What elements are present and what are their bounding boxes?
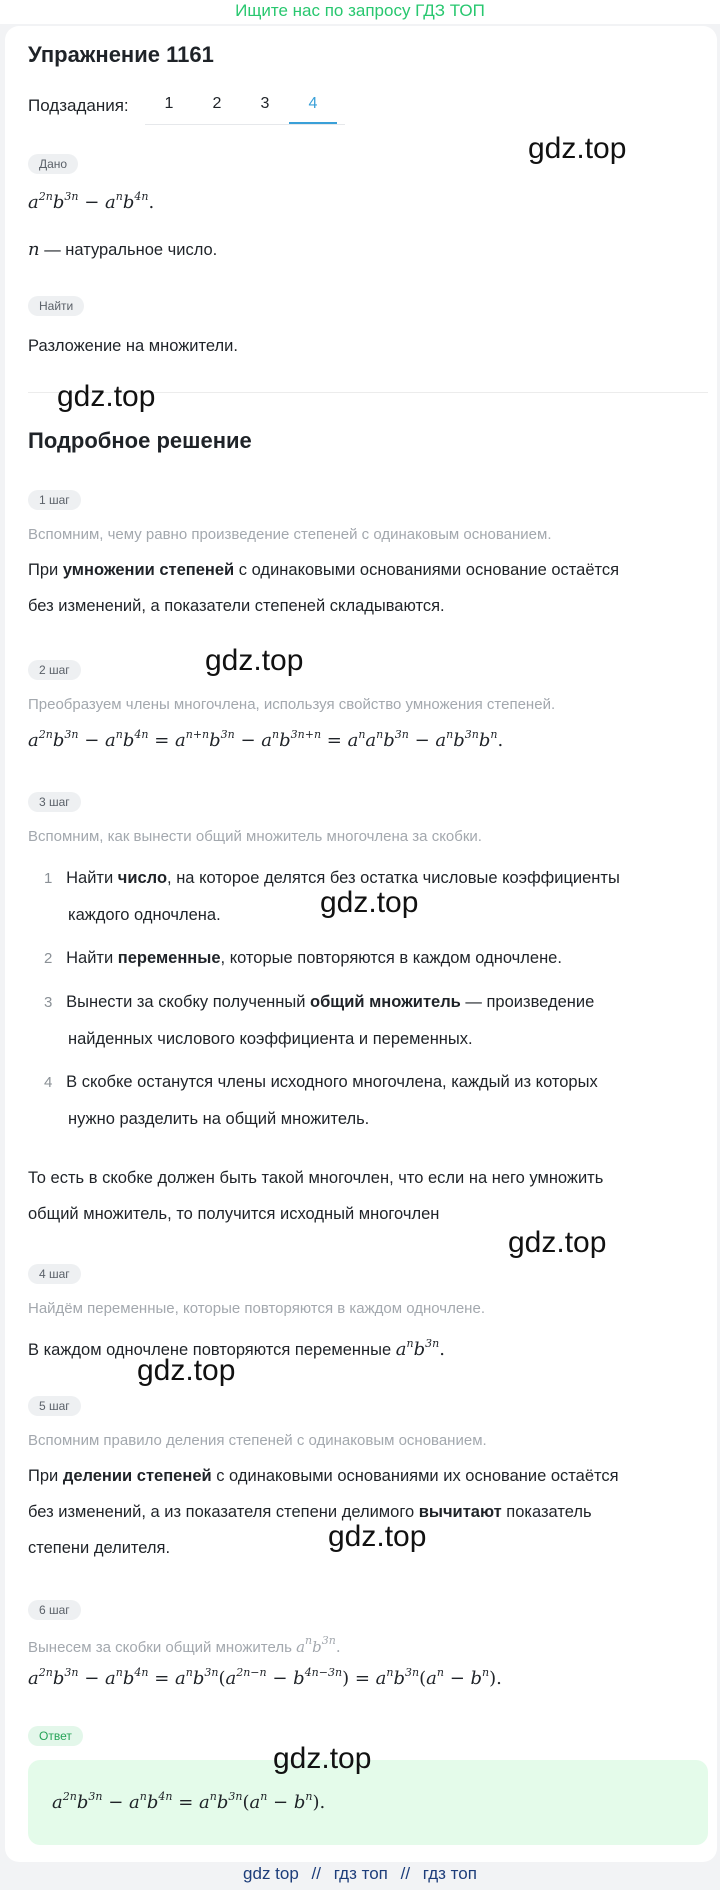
answer-badge: Ответ (28, 1726, 83, 1746)
list-item: 3 Вынести за скобку полученный общий множитель — произведение найденных числового коэффициента и переменных. (44, 993, 595, 1048)
tab-2[interactable]: 2 (212, 95, 222, 112)
watermark: gdz.top (328, 1520, 427, 1553)
step-2-badge: 2 шаг (28, 660, 81, 680)
page-title: Упражнение 1161 (28, 42, 214, 67)
given-badge: Дано (28, 154, 78, 174)
step-5-text: При делении степеней с одинаковыми основаниями их основание остаётся без изменений, а из показателя степени делимого вычитают показатель степени делителя. (28, 1467, 619, 1557)
step-5-hint: Вспомним правило деления степеней с одинаковым основанием. (28, 1432, 487, 1449)
step-6-badge: 6 шаг (28, 1600, 81, 1620)
step-3-hint: Вспомним, как вынести общий множитель многочлена за скобки. (28, 828, 482, 845)
tab-3[interactable]: 3 (260, 95, 270, 112)
search-banner: Ищите нас по запросу ГДЗ ТОП (0, 0, 720, 24)
solution-heading: Подробное решение (28, 428, 252, 453)
watermark: gdz.top (273, 1742, 372, 1775)
watermark: gdz.top (205, 644, 304, 677)
step-4-text: В каждом одночлене повторяются переменные $a^nb^{3n}$. (28, 1337, 445, 1360)
footer-link[interactable]: гдз топ (333, 1864, 388, 1883)
subtasks-label: Подзадания: (28, 96, 129, 115)
step-4-badge: 4 шаг (28, 1264, 81, 1284)
step-4-hint: Найдём переменные, которые повторяются в каждом одночлене. (28, 1300, 485, 1317)
find-text: Разложение на множители. (28, 337, 238, 355)
footer-separator: // (311, 1864, 321, 1883)
watermark: gdz.top (137, 1354, 236, 1387)
watermark: gdz.top (508, 1226, 607, 1259)
footer-links (0, 1864, 720, 1884)
given-expression: $a^{2n}b^{3n} - a^nb^{4n}$. (28, 190, 155, 213)
step-5-badge: 5 шаг (28, 1396, 81, 1416)
step-2-formula: $a^{2n}b^{3n} - a^nb^{4n} = a^{n+n}b^{3n} - a^nb^{3n+n} = a^na^nb^{3n} - a^nb^{3n}b^n$. (28, 728, 504, 751)
step-6-formula: $a^{2n}b^{3n} - a^nb^{4n} = a^nb^{3n}(a^{2n-n} - b^{4n-3n}) = a^nb^{3n}(a^n - b^n)$. (28, 1666, 502, 1689)
step-1-text: При умножении степеней с одинаковыми основаниями основание остаётся без изменений, а показатели степеней складываются. (28, 561, 620, 615)
watermark: gdz.top (528, 132, 627, 165)
step-1-badge: 1 шаг (28, 490, 81, 510)
footer-link[interactable]: гдз топ (422, 1864, 477, 1883)
watermark: gdz.top (57, 380, 156, 413)
step-1-hint: Вспомним, чему равно произведение степеней с одинаковым основанием. (28, 526, 552, 543)
watermark: gdz.top (320, 886, 419, 919)
tab-1[interactable]: 1 (164, 95, 174, 112)
footer-separator: // (400, 1864, 411, 1883)
list-item: 4 В скобке останутся члены исходного многочлена, каждый из которых нужно разделить на общий множитель. (44, 1073, 598, 1128)
answer-formula: $a^{2n}b^{3n} - a^nb^{4n} = a^nb^{3n}(a^n - b^n)$. (52, 1790, 326, 1813)
list-item: 1 Найти число, на которое делятся без остатка числовые коэффициенты каждого одночлена. (44, 869, 620, 924)
footer-link[interactable]: gdz top (243, 1864, 299, 1883)
tab-4[interactable]: 4 (289, 88, 337, 124)
step-2-hint: Преобразуем члены многочлена, используя свойство умножения степеней. (28, 696, 556, 713)
step-3-badge: 3 шаг (28, 792, 81, 812)
subtask-tabs (145, 88, 345, 125)
find-badge: Найти (28, 296, 84, 316)
step-3-paragraph: То есть в скобке должен быть такой многочлен, что если на него умножить общий множитель, то получится исходный многочлен (28, 1169, 604, 1223)
step-6-hint: Вынесем за скобки общий множитель $a^nb^{3n}$. (28, 1634, 341, 1656)
list-item: 2 Найти переменные, которые повторяются в каждом одночлене. (44, 949, 562, 967)
given-condition: n — натуральное число. (28, 239, 218, 260)
